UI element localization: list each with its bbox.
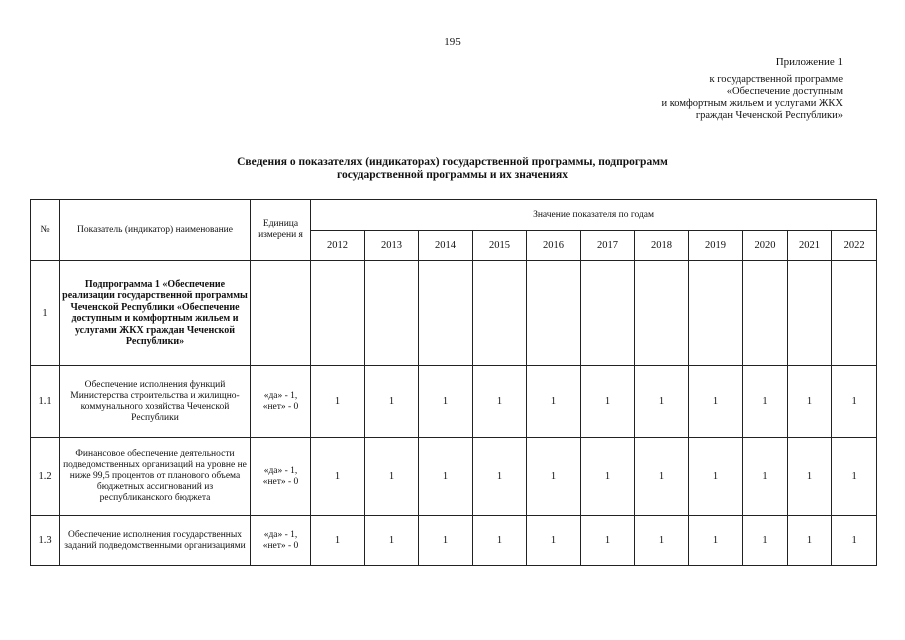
value-cell: 1 xyxy=(832,438,877,516)
title-line: государственной программы и их значениях xyxy=(337,169,568,181)
empty-cell xyxy=(251,261,311,366)
table-row xyxy=(31,366,877,438)
row-number: 1.3 xyxy=(31,516,60,566)
header-number: № xyxy=(31,200,60,261)
indicators-table xyxy=(30,199,877,566)
year-header: 2012 xyxy=(311,231,365,261)
unit-cell: «да» - 1, «нет» - 0 xyxy=(251,438,311,516)
value-cell: 1 xyxy=(527,366,581,438)
value-cell: 1 xyxy=(635,516,689,566)
empty-cell xyxy=(311,261,365,366)
empty-cell xyxy=(635,261,689,366)
year-header: 2019 xyxy=(689,231,743,261)
row-number: 1.1 xyxy=(31,366,60,438)
page-number: 195 xyxy=(444,36,461,48)
value-cell: 1 xyxy=(311,438,365,516)
value-cell: 1 xyxy=(473,438,527,516)
value-cell: 1 xyxy=(743,366,788,438)
year-header: 2022 xyxy=(832,231,877,261)
year-header: 2017 xyxy=(581,231,635,261)
header-indicator: Показатель (индикатор) наименование xyxy=(60,200,251,261)
unit-cell: «да» - 1, «нет» - 0 xyxy=(251,516,311,566)
value-cell: 1 xyxy=(743,516,788,566)
table-row xyxy=(31,438,877,516)
empty-cell xyxy=(689,261,743,366)
value-cell: 1 xyxy=(788,516,832,566)
value-cell: 1 xyxy=(689,366,743,438)
value-cell: 1 xyxy=(788,438,832,516)
value-cell: 1 xyxy=(473,366,527,438)
title-line: Сведения о показателях (индикаторах) государственной программы, подпрограмм xyxy=(237,156,668,168)
value-cell: 1 xyxy=(689,516,743,566)
unit-cell: «да» - 1, «нет» - 0 xyxy=(251,366,311,438)
header-unit: Единица измерени я xyxy=(251,200,311,261)
value-cell: 1 xyxy=(365,516,419,566)
program-line: «Обеспечение доступным xyxy=(726,86,843,97)
year-header: 2014 xyxy=(419,231,473,261)
value-cell: 1 xyxy=(311,516,365,566)
value-cell: 1 xyxy=(311,366,365,438)
value-cell: 1 xyxy=(419,366,473,438)
empty-cell xyxy=(365,261,419,366)
program-line: граждан Чеченской Республики» xyxy=(695,110,843,121)
empty-cell xyxy=(743,261,788,366)
empty-cell xyxy=(832,261,877,366)
subprogram-name: Подпрограмма 1 «Обеспечение реализации государственной программы Чеченской Республики «Обеспечение доступным и комфортным жильем и услугами ЖКХ граждан Чеченской Республики» xyxy=(60,261,251,366)
program-line: к государственной программе xyxy=(709,74,843,85)
empty-cell xyxy=(473,261,527,366)
value-cell: 1 xyxy=(788,366,832,438)
empty-cell xyxy=(581,261,635,366)
indicator-name: Обеспечение исполнения функций Министерства строительства и жилищно-коммунального хозяйства Чеченской Республики xyxy=(60,366,251,438)
value-cell: 1 xyxy=(527,438,581,516)
empty-cell xyxy=(788,261,832,366)
year-header: 2020 xyxy=(743,231,788,261)
year-header: 2018 xyxy=(635,231,689,261)
table-row xyxy=(31,516,877,566)
value-cell: 1 xyxy=(527,516,581,566)
value-cell: 1 xyxy=(581,438,635,516)
value-cell: 1 xyxy=(473,516,527,566)
program-line: и комфортным жильем и услугами ЖКХ xyxy=(661,98,843,109)
value-cell: 1 xyxy=(365,366,419,438)
year-header: 2013 xyxy=(365,231,419,261)
value-cell: 1 xyxy=(832,516,877,566)
subprogram-row xyxy=(31,261,877,366)
value-cell: 1 xyxy=(581,366,635,438)
value-cell: 1 xyxy=(832,366,877,438)
empty-cell xyxy=(419,261,473,366)
appendix-label: Приложение 1 xyxy=(775,56,843,68)
empty-cell xyxy=(527,261,581,366)
value-cell: 1 xyxy=(419,438,473,516)
program-reference xyxy=(661,74,843,122)
indicator-name: Финансовое обеспечение деятельности подведомственных организаций на уровне не ниже 99,5 процентов от планового объема бюджетных ассигнований из республиканского бюджета xyxy=(60,438,251,516)
value-cell: 1 xyxy=(365,438,419,516)
year-header: 2015 xyxy=(473,231,527,261)
year-header: 2021 xyxy=(788,231,832,261)
value-cell: 1 xyxy=(689,438,743,516)
year-header: 2016 xyxy=(527,231,581,261)
value-cell: 1 xyxy=(635,438,689,516)
row-number: 1.2 xyxy=(31,438,60,516)
subprogram-number: 1 xyxy=(31,261,60,366)
value-cell: 1 xyxy=(581,516,635,566)
document-title xyxy=(0,156,905,182)
indicator-name: Обеспечение исполнения государственных заданий подведомственными организациями xyxy=(60,516,251,566)
value-cell: 1 xyxy=(419,516,473,566)
header-values-by-year: Значение показателя по годам xyxy=(311,200,877,231)
value-cell: 1 xyxy=(743,438,788,516)
value-cell: 1 xyxy=(635,366,689,438)
